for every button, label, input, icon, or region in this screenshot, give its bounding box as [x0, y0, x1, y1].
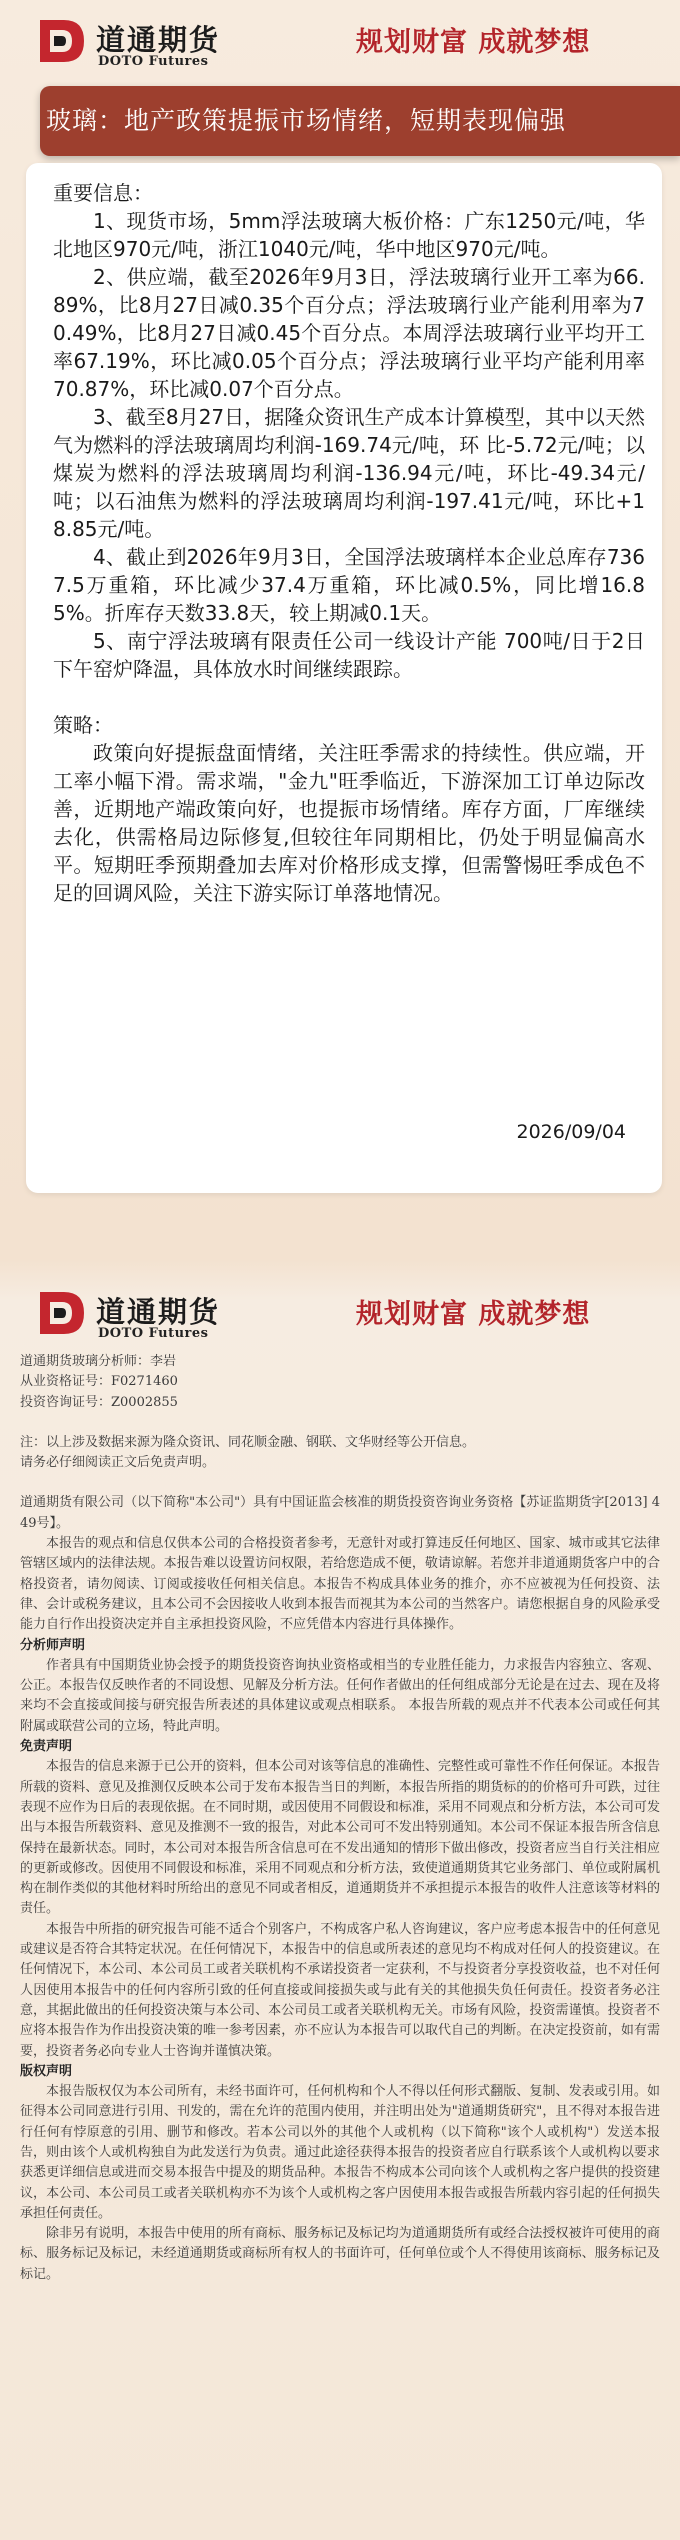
top-header — [0, 0, 680, 80]
disclaimer-heading: 免责声明 — [20, 1739, 73, 1755]
disclaimer-text: 本报告中所指的研究报告可能不适合个别客户，不构成客户私人咨询建议，客户应考虑本报告中的任何意见或建议是否符合其特定状况。在任何情况下，本报告中的信息或所表述的意见均不构成对任何人的投资建议。在任何情况下，本公司、本公司员工或者关联机构不承诺投资者一定获利，不与投资者分享投资收益，也不对任何人因使用本报告中的任何内容所引致的任何直接或间接损失或与此有关的其他损失负任何责任。投资者务必注意，其据此做出的任何投资决策与本公司、本公司员工或者关联机构无关。市场有风险，投资需谨慎。投资者不应将本报告作为作出投资决策的唯一参考因素，亦不应认为本报告可以取代自己的判断。在决定投资前，如有需要，投资者务必向专业人士咨询并谨慎决策。 — [20, 1921, 660, 2059]
info-item: 4、截止到2026年9月3日，全国浮法玻璃样本企业总库存7367.5万重箱，环比减少37.4万重箱，环比减0.5%，同比增16.85%。折库存天数33.8天，较上期减0.1天。 — [53, 545, 645, 625]
analyst-line: 道通期货玻璃分析师：李岩 — [20, 1354, 177, 1369]
slogan: 规划财富 成就梦想 — [356, 1299, 591, 1330]
analyst-statement-heading: 分析师声明 — [20, 1637, 86, 1653]
copyright-text: 除非另有说明，本报告中使用的所有商标、服务标记及标记均为道通期货所有或经合法授权被许可使用的商标、服务标记及标记，未经道通期货或商标所有权人的书面许可，任何单位或个人不得使用该商标、服务标记及标记。 — [20, 2226, 660, 2282]
brand-name-cn: 道通期货 — [96, 23, 221, 57]
analyst-statement-text: 作者具有中国期货业协会授予的期货投资咨询执业资格或相当的专业胜任能力，力求报告内容独立、客观、公正。本报告仅反映作者的不同设想、见解及分析方法。任何作者做出的任何组成部分无论是在过去、现在及将来均不会直接或间接与研究报告所表述的具体建议或观点相联系。 本报告所载的观点并不代表本公司或任何其附属或联营公司的立场，特此声明。 — [20, 1657, 660, 1734]
report-date: 2026/09/04 — [516, 1121, 626, 1143]
report-title: 玻璃：地产政策提振市场情绪，短期表现偏强 — [46, 106, 567, 135]
analyst-line: 从业资格证号：F0271460 — [20, 1374, 178, 1390]
report-card — [26, 163, 662, 1193]
report-body — [53, 179, 645, 907]
brand-name-cn: 道通期货 — [96, 1295, 221, 1329]
brand-name-en: DOTO Futures — [98, 54, 209, 69]
info-item: 3、截至8月27日，据隆众资讯生产成本计算模型，其中以天然气为燃料的浮法玻璃周均利润-169.74元/吨，环 比-5.72元/吨；以煤炭为燃料的浮法玻璃周均利润-136.94元/吨，环比-49.34元/ 吨；以石油焦为燃料的浮法玻璃周均利润-197.41元/吨，环比+18.85元/吨。 — [53, 405, 645, 541]
info-item: 1、现货市场，5mm浮法玻璃大板价格：广东1250元/吨，华北地区970元/吨，浙江1040元/吨，华中地区970元/吨。 — [53, 209, 645, 261]
slogan: 规划财富 成就梦想 — [356, 27, 591, 58]
doto-logo-icon — [38, 1290, 86, 1336]
brand-name-en: DOTO Futures — [98, 1326, 209, 1341]
spacer — [53, 683, 645, 711]
brand-logo — [38, 18, 338, 68]
usage-notice: 本报告的观点和信息仅供本公司的合格投资者参考，无意针对或打算违反任何地区、国家、城市或其它法律管辖区域内的法律法规。本报告难以设置访问权限，若给您造成不便，敬请谅解。若您并非道通期货客户中的合格投资者，请勿阅读、订阅或接收任何相关信息。本报告不构成具体业务的推介，亦不应被视为任何投资、法律、会计或税务建议，且本公司不会因接收人收到本报告而视其为本公司的当然客户。请您根据自身的风险承受能力自行作出投资决定并自主承担投资风险，不应凭借本内容进行具体操作。 — [20, 1536, 660, 1633]
analyst-line: 投资咨询证号：Z0002855 — [20, 1394, 178, 1410]
doto-logo-icon — [38, 18, 86, 64]
title-banner — [40, 86, 680, 156]
brand-logo — [38, 1290, 338, 1340]
spacer — [20, 1473, 660, 1493]
strategy-heading: 策略： — [53, 713, 113, 737]
source-note: 请务必仔细阅读正文后免责声明。 — [20, 1455, 216, 1471]
company-qualification: 道通期货有限公司（以下简称"本公司"）具有中国证监会核准的期货投资咨询业务资格【苏证监期货字[2013] 449号】。 — [20, 1495, 660, 1531]
info-heading: 重要信息： — [53, 181, 153, 205]
disclaimer-header — [0, 1280, 680, 1350]
disclaimer-text: 本报告的信息来源于已公开的资料，但本公司对该等信息的准确性、完整性或可靠性不作任何保证。本报告所载的资料、意见及推测仅反映本公司于发布本报告当日的判断，本报告所指的期货标的的价格可升可跌，过往表现不应作为日后的表现依据。在不同时期，或因使用不同假设和标准，采用不同观点和分析方法，本公司可发出与本报告所载资料、意见及推测不一致的报告，对此本公司可不发出特别通知。本公司不保证本报告所含信息保持在最新状态。同时，本公司对本报告所含信息可在不发出通知的情形下做出修改，投资者应当自行关注相应的更新或修改。因使用不同假设和标准，采用不同观点和分析方法，致使道通期货其它业务部门、单位或附属机构在制作类似的其他材料时所给出的意见不同或者相反，道通期货并不承担提示本报告的收件人注意该等材料的责任。 — [20, 1759, 660, 1917]
disclaimer — [20, 1352, 660, 2285]
spacer — [20, 1413, 660, 1433]
info-item: 2、供应端，截至2026年9月3日，浮法玻璃行业开工率为66.89%，比8月27日减0.35个百分点；浮法玻璃行业产能利用率为70.49%，比8月27日减0.45个百分点。本周浮法玻璃行业平均开工率67.19%，环比减0.05个百分点；浮法玻璃行业平均产能利用率70.87%，环比减0.07个百分点。 — [53, 265, 645, 401]
source-note: 注：以上涉及数据来源为隆众资讯、同花顺金融、钢联、文华财经等公开信息。 — [20, 1434, 476, 1450]
info-item: 5、南宁浮法玻璃有限责任公司一线设计产能 700吨/日于2日下午窑炉降温，具体放水时间继续跟踪。 — [53, 629, 645, 681]
copyright-text: 本报告版权仅为本公司所有，未经书面许可，任何机构和个人不得以任何形式翻版、复制、发表或引用。如征得本公司同意进行引用、刊发的，需在允许的范围内使用，并注明出处为"道通期货研究"，且不得对本报告进行任何有悖原意的引用、删节和修改。若本公司以外的其他个人或机构（以下简称"该个人或机构"）发送本报告，则由该个人或机构独自为此发送行为负责。通过此途径获得本报告的投资者应自行联系该个人或机构以要求获悉更详细信息或进而交易本报告中提及的期货品种。本报告不构成本公司向该个人或机构之客户提供的投资建议，本公司、本公司员工或者关联机构亦不为该个人或机构之客户因使用本报告或报告所载内容引起的任何损失承担任何责任。 — [20, 2084, 660, 2221]
strategy-text: 政策向好提振盘面情绪，关注旺季需求的持续性。供应端，开工率小幅下滑。需求端，"金九"旺季临近，下游深加工订单边际改善，近期地产端政策向好，也提振市场情绪。库存方面，厂库继续去化，供需格局边际修复,但较往年同期相比，仍处于明显偏高水平。短期旺季预期叠加去库对价格形成支撑，但需警惕旺季成色不足的回调风险，关注下游实际订单落地情况。 — [53, 741, 645, 905]
copyright-heading: 版权声明 — [20, 2063, 73, 2079]
